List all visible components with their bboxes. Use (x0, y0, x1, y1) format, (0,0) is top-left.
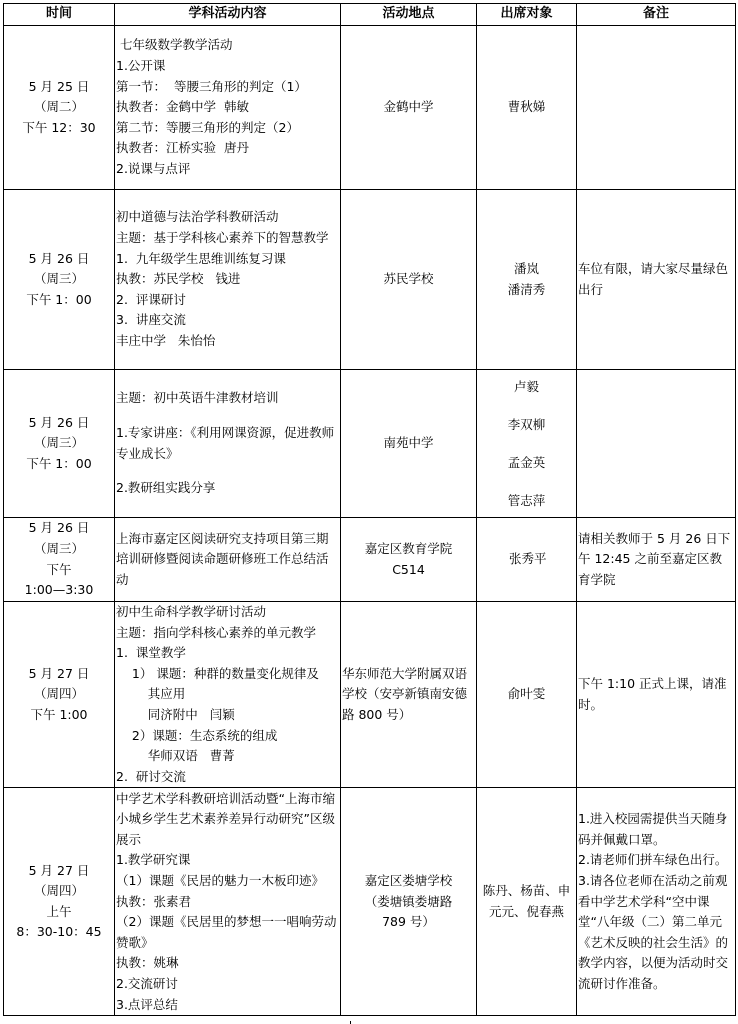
table-row (4, 788, 736, 1016)
header-attendees: 出席对象 (477, 4, 577, 26)
schedule-table (3, 3, 736, 1016)
place-cell: 嘉定区娄塘学校 （娄塘镇娄塘路 789 号） (341, 788, 477, 1016)
attendees-cell: 陈丹、杨苗、申元元、倪春燕 (477, 788, 577, 1016)
time-cell: 5 月 27 日 （周四） 下午 1:00 (4, 602, 115, 788)
content-cell: 初中生命科学教学研讨活动 主题：指向学科核心素养的单元教学 1. 课堂教学 1） 课题：种群的数量变化规律及 其应用 同济附中 闫颖 2）课题：生态系统的组成 华师双语 曹菁 2. 研讨交流 (115, 602, 341, 788)
time-cell: 5 月 26 日 （周三） 下午 1：00 (4, 370, 115, 518)
attendees-cell: 潘岚 潘清秀 (477, 190, 577, 370)
place-cell: 苏民学校 (341, 190, 477, 370)
place-cell: 金鹤中学 (341, 26, 477, 190)
time-cell: 5 月 25 日 （周二） 下午 12：30 (4, 26, 115, 190)
attendees-cell: 曹秋娣 (477, 26, 577, 190)
note-cell: 请相关教师于 5 月 26 日下午 12:45 之前至嘉定区教育学院 (577, 518, 736, 602)
attendees-cell: 卢毅 李双柳 孟金英 管志萍 (477, 370, 577, 518)
table-row (4, 370, 736, 518)
time-cell: 5 月 26 日 （周三） 下午 1:00—3:30 (4, 518, 115, 602)
header-content: 学科活动内容 (115, 4, 341, 26)
content-cell: 初中道德与法治学科教研活动 主题：基于学科核心素养下的智慧教学 1. 九年级学生思维训练复习课 执教：苏民学校 钱进 2. 评课研讨 3. 讲座交流 丰庄中学 朱怡怡 (115, 190, 341, 370)
note-cell: 下午 1:10 正式上课，请准时。 (577, 602, 736, 788)
note-cell (577, 370, 736, 518)
header-note: 备注 (577, 4, 736, 26)
attendees-cell: 俞叶雯 (477, 602, 577, 788)
time-cell: 5 月 27 日 （周四） 上午 8：30-10：45 (4, 788, 115, 1016)
table-row (4, 26, 736, 190)
note-cell (577, 26, 736, 190)
header-time: 时间 (4, 4, 115, 26)
content-cell: 七年级数学教学活动 1.公开课 第一节： 等腰三角形的判定（1） 执教者：金鹤中学 韩敏 第二节：等腰三角形的判定（2） 执教者：江桥实验 唐丹 2.说课与点评 (115, 26, 341, 190)
place-cell: 华东师范大学附属双语学校（安亭新镇南安德路 800 号） (341, 602, 477, 788)
place-cell: 嘉定区教育学院 C514 (341, 518, 477, 602)
content-cell: 上海市嘉定区阅读研究支持项目第三期培训研修暨阅读命题研修班工作总结活动 (115, 518, 341, 602)
time-cell: 5 月 26 日 （周三） 下午 1：00 (4, 190, 115, 370)
header-place: 活动地点 (341, 4, 477, 26)
table-row (4, 518, 736, 602)
note-cell: 车位有限，请大家尽量绿色出行 (577, 190, 736, 370)
content-cell: 主题：初中英语牛津教材培训 1.专家讲座：《利用网课资源，促进教师专业成长》 2.教研组实践分享 (115, 370, 341, 518)
table-row (4, 190, 736, 370)
header-row (4, 4, 736, 26)
note-cell: 1.进入校园需提供当天随身码并佩戴口罩。 2.请老师们拼车绿色出行。 3.请各位老师在活动之前观看中学艺术学科“空中课堂“八年级（二）第二单元《艺术反映的社会生活》的教学内容，以便为活动时交流研讨作准备。 (577, 788, 736, 1016)
attendees-cell: 张秀平 (477, 518, 577, 602)
content-cell: 中学艺术学科教研培训活动暨“上海市缩小城乡学生艺术素养差异行动研究”区级展示 1.教学研究课 （1）课题《民居的魅力一木板印迹》 执教：张素君 （2）课题《民居里的梦想一一唱响劳动赞歌》 执教：姚琳 2.交流研讨 3.点评总结 (115, 788, 341, 1016)
table-row (4, 602, 736, 788)
place-cell: 南苑中学 (341, 370, 477, 518)
